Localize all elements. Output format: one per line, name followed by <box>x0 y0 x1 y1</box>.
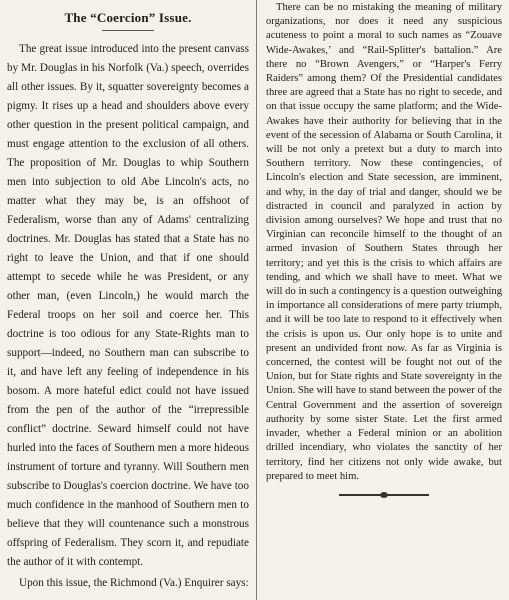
end-ornament-divider <box>339 492 429 498</box>
quoted-enquirer-paragraph: There can be no mistaking the meaning of military organizations, nor does it need any suspicious acuteness to point a moral to such names as “Zouave Wide-Awakes,’ and “Rail-Splitter's battalion.” Are there no “Brown Avengers,” or “Harper's Ferry Raiders” among them? Of the Presidential candidates three are agreed that a State has no right to secede, and on that issue occupy the same platform; and the Wide-Awakes have their authority for believing that in the event of the secession of Alabama or South Carolina, it will be not only a pretext but a duty to march into Southern territory. Now these contingencies, of Lincoln's election and State secession, are imminent, and why, in the day of trial and danger, should we be distracted in council and paralyzed in action by division among ourselves? We hope and trust that no Virginian can reconcile himself to the thought of an armed invasion of Southern States through her territory; and yet this is the crisis to which affairs are tending, and which we shall have to meet. What we will do in such a contingency is a question outweighing in importance all considerations of mere party triumph, and it will be too late to respond to it effectively when the crisis is upon us. Our only hope is to unite and present an undivided front now. As far as Virginia is concerned, the contest will be fought not out of the Union, but for State rights and State sovereignty in the Union. She will have to stand between the power of the Central Government and the assertion of sovereign authority by some sister State. Let the first armed invader, whether a Federal minion or an abolition drilled incendiary, who violates the sanctity of her territory, find her citizens not only wide awake, but prepared to meet him. <box>266 2 502 482</box>
quote-intro-line: Upon this issue, the Richmond (Va.) Enquirer says: <box>19 577 249 589</box>
column-rule <box>256 0 257 600</box>
article-headline: The “Coercion” Issue. <box>64 10 192 25</box>
right-column <box>258 0 509 600</box>
editorial-paragraph: The great issue introduced into the present canvass by Mr. Douglas in his Norfolk (Va.) speech, overrides all other issues. By it, squatter sovereignty becomes a pigmy. It rises up a head and shoulders above every other question in the present political campaign, and must engage attention to the exclusion of all others. The proposition of Mr. Douglas to whip Southern men into subjection to old Abe Lincoln's acts, no matter what they may be, is an offshoot of Federalism, worse than any of Adams' centralizing doctrines. Mr. Douglas has stated that a State has no right to leave the Union, and that if one should attempt to secede while he was President, or any other man, (even Lincoln,) he would march the Federal troops on her soil and coerce her. This doctrine is too odious for any State-Rights man to support—indeed, no Southern man can subscribe to it, and have left any feeling of independence in his bosom. A more hateful edict could not have issued from the pen of the author of the “irrepressible conflict” doctrine. Seward himself could not have hurled into the faces of Southern men a more hideous instrument of torture and tyranny. Will Southern men subscribe to Douglas's coercion doctrine. We have too much confidence in the manhood of Southern men to believe that they will countenance such a monstrous offspring of Federalism. They scorn it, and repudiate the author of it with contempt. <box>7 43 249 568</box>
headline-divider <box>102 30 154 31</box>
